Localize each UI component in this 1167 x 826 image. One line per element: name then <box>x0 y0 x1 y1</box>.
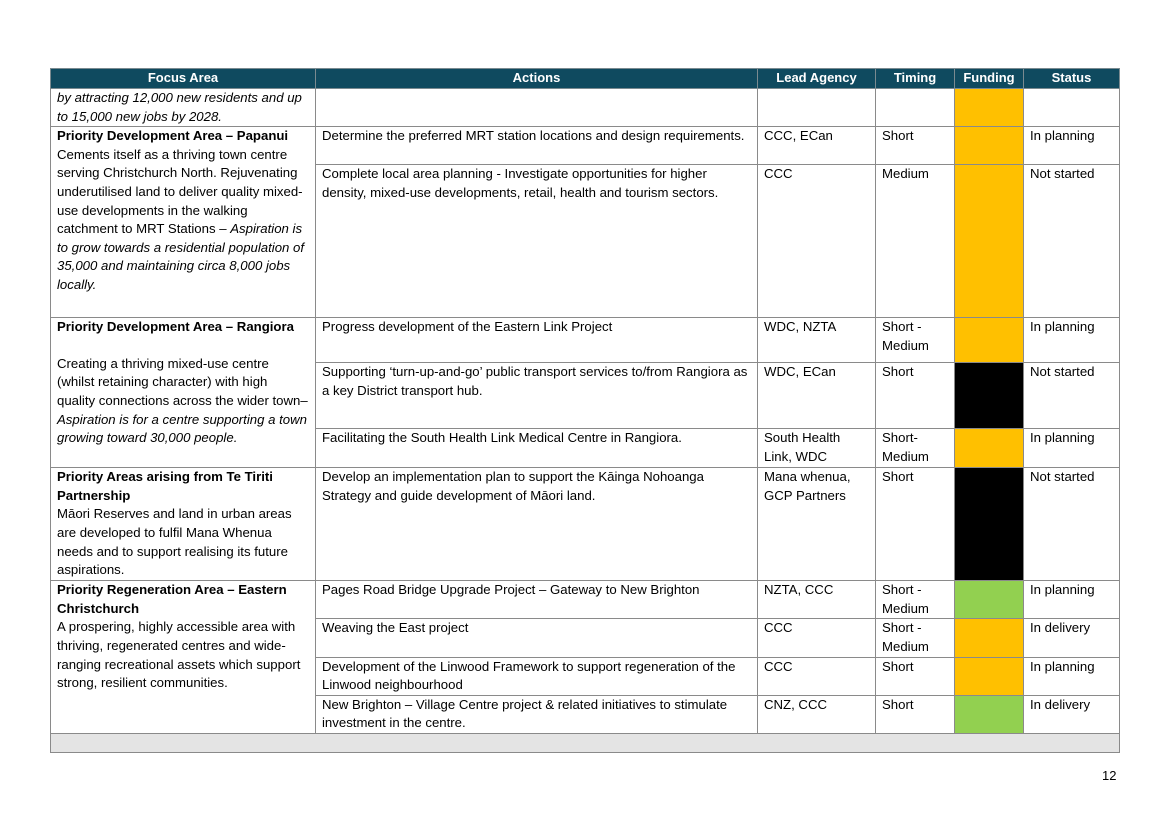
focus-area-te-tiriti: Priority Areas arising from Te Tiriti Partnership Māori Reserves and land in urban areas are developed to fulfil Mana Whenua needs and to support realising its future aspirations. <box>51 468 316 581</box>
timing-cell: Short - Medium <box>876 581 955 619</box>
status-cell: Not started <box>1024 468 1120 581</box>
action-cell: Develop an implementation plan to support the Kāinga Nohoanga Strategy and guide development of Māori land. <box>316 468 758 581</box>
funding-indicator <box>955 429 1024 468</box>
status-cell: In planning <box>1024 127 1120 165</box>
funding-indicator <box>955 468 1024 581</box>
agency-cell: South Health Link, WDC <box>758 429 876 468</box>
footer-cell <box>51 733 1120 752</box>
action-cell: Weaving the East project <box>316 619 758 657</box>
funding-indicator <box>955 318 1024 363</box>
focus-area-rangiora: Priority Development Area – Rangiora Creating a thriving mixed-use centre (whilst retaining character) with high quality connections across the wider town– Aspiration is for a centre supporting a town growing toward 30,000 people. <box>51 318 316 468</box>
status-cell: In planning <box>1024 657 1120 695</box>
funding-indicator <box>955 695 1024 733</box>
status-cell: Not started <box>1024 165 1120 318</box>
agency-cell: CNZ, CCC <box>758 695 876 733</box>
timing-cell: Short <box>876 695 955 733</box>
table-row <box>51 127 1120 165</box>
header-actions: Actions <box>316 69 758 89</box>
funding-indicator <box>955 363 1024 429</box>
table-footer-row <box>51 733 1120 752</box>
timing-cell: Medium <box>876 165 955 318</box>
timing-cell: Short - Medium <box>876 619 955 657</box>
action-cell: New Brighton – Village Centre project & related initiatives to stimulate investment in the centre. <box>316 695 758 733</box>
table-row <box>51 89 1120 127</box>
status-cell: Not started <box>1024 363 1120 429</box>
status-cell: In delivery <box>1024 619 1120 657</box>
status-cell: In planning <box>1024 581 1120 619</box>
table-row <box>51 468 1120 581</box>
table-header-row <box>51 69 1120 89</box>
timing-cell: Short - Medium <box>876 318 955 363</box>
funding-indicator <box>955 581 1024 619</box>
timing-cell: Short- Medium <box>876 429 955 468</box>
funding-indicator <box>955 127 1024 165</box>
header-status: Status <box>1024 69 1120 89</box>
focus-area-papanui: Priority Development Area – Papanui Cements itself as a thriving town centre serving Christchurch North. Rejuvenating underutilised land to deliver quality mixed-use developments in the walking catchment to MRT Stations – Aspiration is to grow towards a residential population of 35,000 and maintaining circa 8,000 jobs locally. <box>51 127 316 318</box>
action-cell <box>316 89 758 127</box>
header-focus-area: Focus Area <box>51 69 316 89</box>
timing-cell: Short <box>876 657 955 695</box>
page-number: 12 <box>1102 768 1117 783</box>
status-cell: In planning <box>1024 318 1120 363</box>
funding-indicator <box>955 657 1024 695</box>
status-cell: In delivery <box>1024 695 1120 733</box>
action-plan-table <box>50 68 1120 753</box>
focus-area-eastern-christchurch: Priority Regeneration Area – Eastern Christchurch A prospering, highly accessible area with thriving, regenerated centres and wide-ranging recreational assets which support strong, resilient communities. <box>51 581 316 734</box>
agency-cell: CCC, ECan <box>758 127 876 165</box>
action-cell: Supporting ‘turn-up-and-go’ public transport services to/from Rangiora as a key District transport hub. <box>316 363 758 429</box>
action-cell: Progress development of the Eastern Link Project <box>316 318 758 363</box>
status-cell: In planning <box>1024 429 1120 468</box>
action-cell: Facilitating the South Health Link Medical Centre in Rangiora. <box>316 429 758 468</box>
agency-cell: NZTA, CCC <box>758 581 876 619</box>
focus-area-continued: by attracting 12,000 new residents and up to 15,000 new jobs by 2028. <box>51 89 316 127</box>
action-cell: Pages Road Bridge Upgrade Project – Gateway to New Brighton <box>316 581 758 619</box>
action-cell: Complete local area planning - Investigate opportunities for higher density, mixed-use developments, retail, health and tourism sectors. <box>316 165 758 318</box>
funding-indicator <box>955 619 1024 657</box>
action-cell: Determine the preferred MRT station locations and design requirements. <box>316 127 758 165</box>
timing-cell: Short <box>876 468 955 581</box>
table-row <box>51 581 1120 619</box>
table-row <box>51 318 1120 363</box>
agency-cell: WDC, ECan <box>758 363 876 429</box>
header-funding: Funding <box>955 69 1024 89</box>
agency-cell: CCC <box>758 619 876 657</box>
funding-indicator <box>955 165 1024 318</box>
funding-indicator <box>955 89 1024 127</box>
agency-cell: Mana whenua, GCP Partners <box>758 468 876 581</box>
agency-cell <box>758 89 876 127</box>
header-timing: Timing <box>876 69 955 89</box>
status-cell <box>1024 89 1120 127</box>
agency-cell: CCC <box>758 657 876 695</box>
header-lead-agency: Lead Agency <box>758 69 876 89</box>
timing-cell: Short <box>876 363 955 429</box>
action-cell: Development of the Linwood Framework to support regeneration of the Linwood neighbourhood <box>316 657 758 695</box>
agency-cell: CCC <box>758 165 876 318</box>
timing-cell: Short <box>876 127 955 165</box>
timing-cell <box>876 89 955 127</box>
agency-cell: WDC, NZTA <box>758 318 876 363</box>
